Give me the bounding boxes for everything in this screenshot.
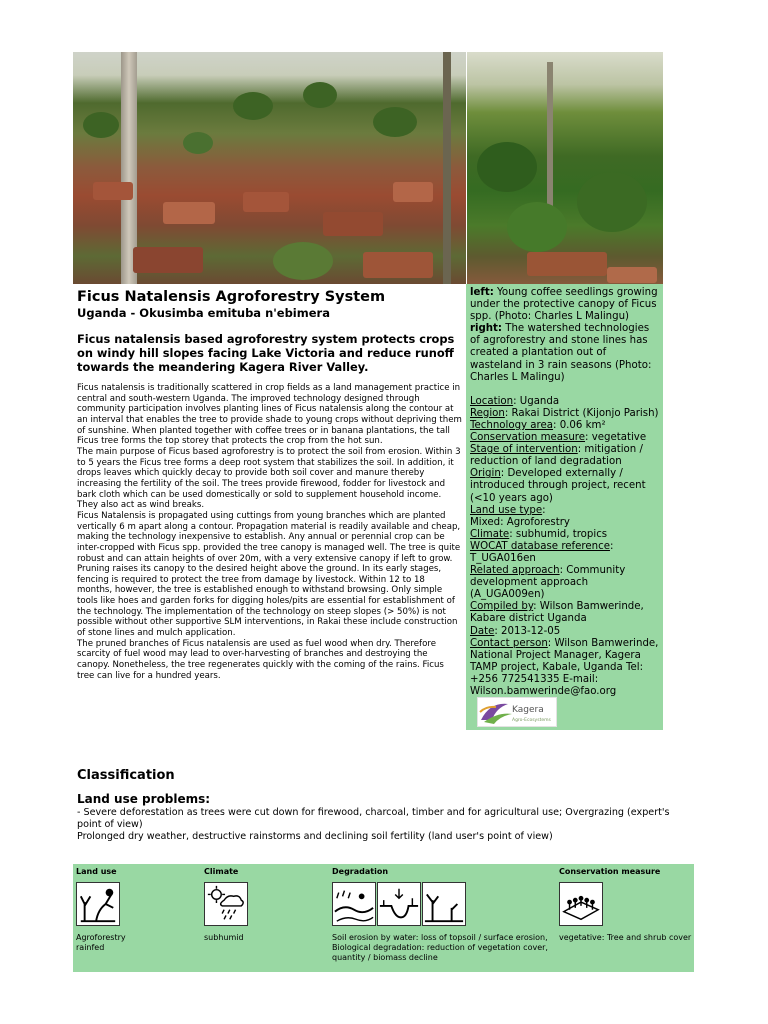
erosion-gully-icon [377,882,421,926]
kagera-logo [477,697,557,727]
field-land-use-value: Mixed: Agroforestry [470,516,570,528]
degradation-header: Degradation [332,867,389,876]
svg-text:Kagera: Kagera [512,705,544,715]
conservation-measure-value: vegetative: Tree and shrub cover [559,933,692,942]
subhumid-climate-icon [204,882,248,926]
field-location: Location: Uganda [470,395,560,407]
photo-right-watershed [467,52,663,284]
field-region: Region: Rakai District (Kijonjo Parish) [470,407,659,419]
photo-captions: left: Young coffee seedlings growing under the protective canopy of Ficus spp. (Photo: Charles L Malingu) right: The watershed technologies of agroforestry and stone lines has created a plantation out of wasteland in 3 rain seasons (Photo: Charles L Malingu) [470,287,658,383]
land-use-header: Land use [76,867,117,876]
lead-paragraph: Ficus natalensis based agroforestry system protects crops on windy hill slopes facing Lake Victoria and reduce runoff towards the meandering Kagera River Valley. [77,332,455,374]
field-related-approach: Related approach: Community development approach (A_UGA009en) [470,565,626,601]
field-land-use-type: Land use type: [470,504,546,516]
field-wocat-value: T_UGA016en [470,552,536,564]
classification-table [73,864,694,972]
vegetation-decline-icon [422,882,466,926]
page-title: Ficus Natalensis Agroforestry System [77,289,386,305]
classification-heading: Classification [77,768,175,783]
field-technology-area: Technology area: 0.06 km² [470,419,606,431]
field-stage: Stage of intervention: mitigation / reduction of land degradation [470,444,643,468]
body-paragraph: The pruned branches of Ficus natalensis are used as fuel wood when dry. Therefore scarcity of fuel wood may lead to over-harvesting of branches and destroying the canopy. Nonetheless, the tree regenerates quickly with the coming of the rains. Ficus tree can live for a hundred years. [77,638,444,681]
photo-left-coffee-seedlings [73,52,466,284]
agroforestry-icon [76,882,120,926]
field-origin: Origin: Developed externally / introduced through project, recent (<10 years ago) [470,468,646,504]
field-date: Date: 2013-12-05 [470,625,561,637]
page-subtitle: Uganda - Okusimba emituba n'ebimera [77,306,330,320]
climate-value: subhumid [204,933,244,942]
body-paragraph: Ficus Natalensis is propagated using cuttings from young branches which are planted vertically 6 m apart along a contour. Propagation material is readily available and cheap, making the technology inexpensive to establish. Any annual or perennial crop can be inter-cropped with Ficus spp. provided the tree canopy is managed well. The tree is quite robust and can attain heights of over 20m, with a very extensive canopy if left to grow. Pruning raises its canopy to the desired height above the ground. In its early stages, fencing is required to protect the tree from damage by livestock. Within 12 to 18 months, however, the tree is established enough to withstand browsing. Only simple tools like hoes and garden forks for digging holes/pits are essential for establishment of the technology. The implementation of the technology on steep slopes (> 50%) is not possible without other supportive SLM interventions, in Rakai these include construction of stone lines and mulch application. [77,510,461,639]
land-use-problems-heading: Land use problems: [77,792,211,806]
info-panel-text [470,287,660,698]
field-conservation-measure: Conservation measure: vegetative [470,432,647,444]
body-text [77,383,462,681]
climate-header: Climate [204,867,239,876]
body-paragraph: Ficus natalensis is traditionally scattered in crop fields as a land management practice in central and south-western Uganda. The improved technology designed through community participation involves planting lines of Ficus natalensis along the contour at an interval that enables the tree to provide shade to young crops without depriving them of sunshine. When planted together with coffee trees or in banana plantations, the tall Ficus tree forms the top storey that protects the crop from the hot sun. [77,383,462,447]
conservation-measure-header: Conservation measure [559,867,661,876]
field-wocat: WOCAT database reference: [470,540,614,552]
svg-text:Agro-Ecosystems: Agro-Ecosystems [512,718,551,723]
body-paragraph: The main purpose of Ficus based agroforestry is to protect the soil from erosion. Within 3 to 5 years the Ficus tree forms a deep root system that stabilizes the soil. In addition, it drops leaves which quickly decay to provide both soil cover and manure thereby increasing the fertility of the soil. The trees provide firewood, fodder for livestock and bark cloth which can be used domestically or sold to supplement household income. They also act as wind breaks. [77,446,461,511]
field-climate: Climate: subhumid, tropics [470,528,608,540]
degradation-value: Soil erosion by water: loss of topsoil / surface erosion, Biological degradation: reduction of vegetation cover, quantity / biomass decline [332,933,548,962]
soil-erosion-icon [332,882,376,926]
tree-shrub-cover-icon [559,882,603,926]
land-use-problems-text: - Severe deforestation as trees were cut down for firewood, charcoal, timber and for agricultural use; Overgrazing (expert's point of view) Prolonged dry weather, destructive rainstorms and declining soil fertility (land user's point of view) [77,807,670,842]
field-contact-person: Contact person: Wilson Bamwerinde, National Project Manager, Kagera TAMP project, Kabale, Uganda Tel: +256 772541335 E-mail: Wilson.bamwerinde@fao.org [470,637,659,697]
field-compiled-by: Compiled by: Wilson Bamwerinde, Kabare district Uganda [470,601,644,625]
land-use-value: Agroforestry rainfed [76,933,126,952]
